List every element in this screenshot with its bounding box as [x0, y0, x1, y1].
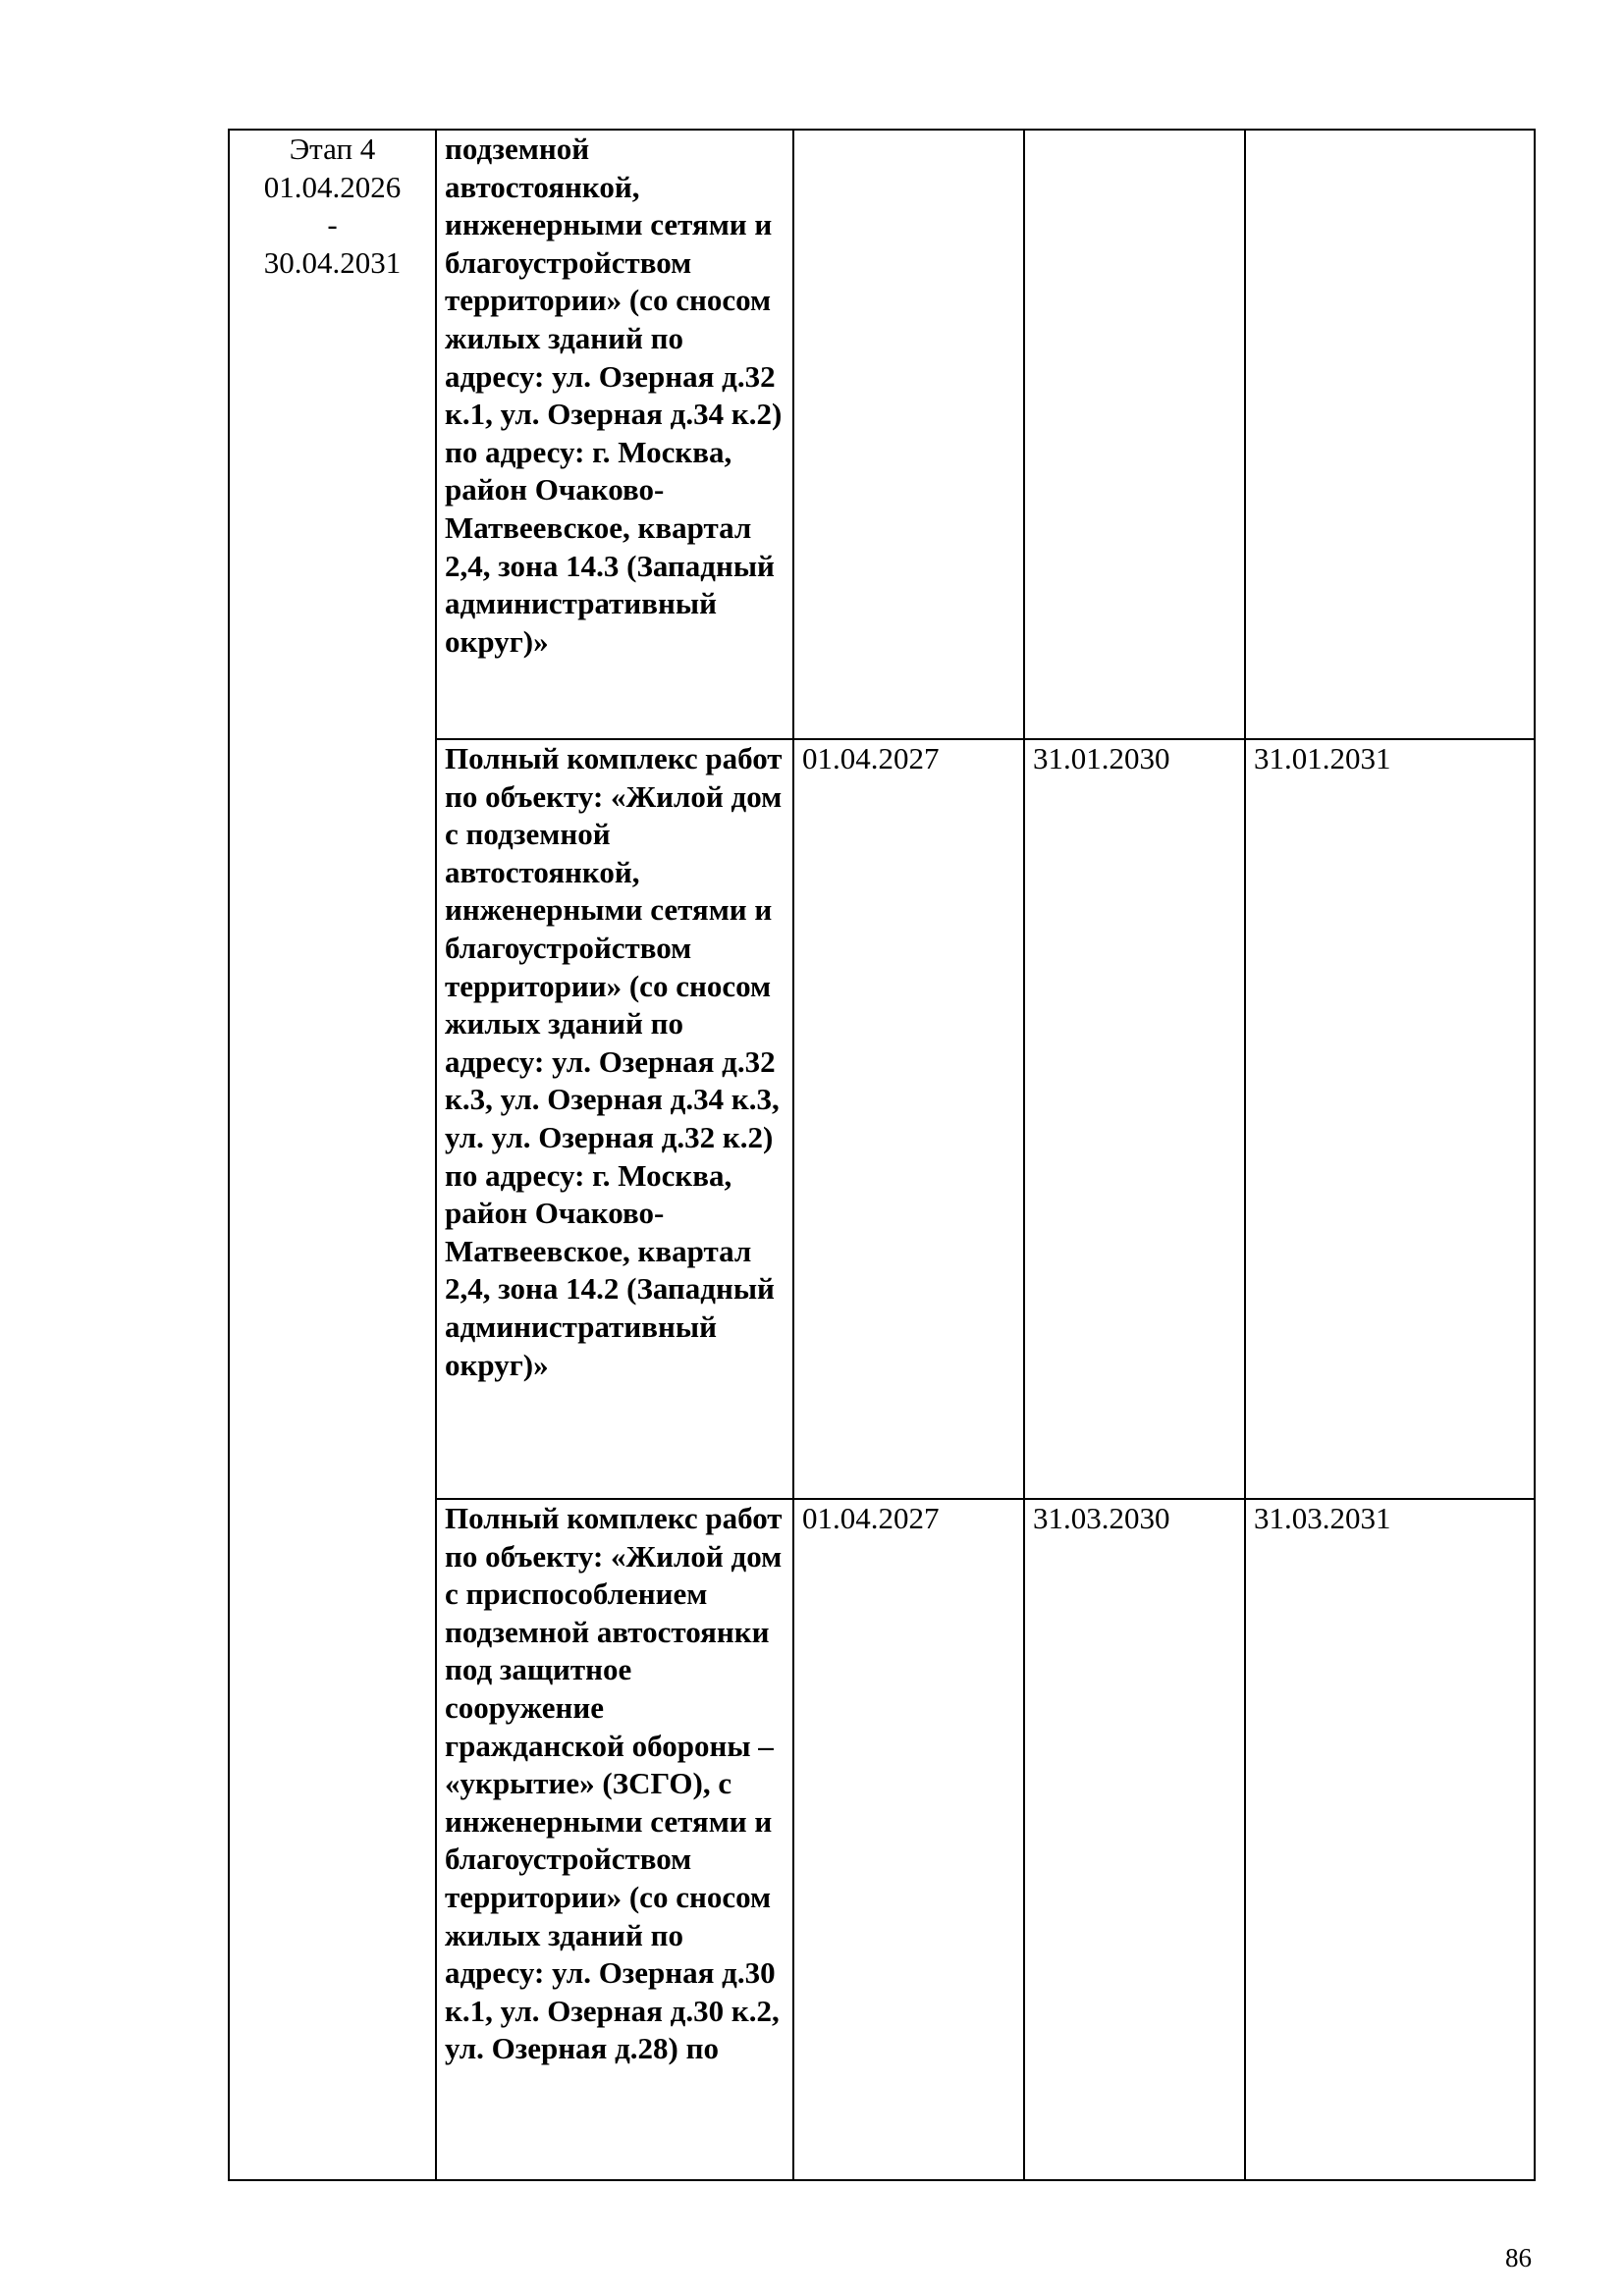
- object-description: Полный комплекс работ по объекту: «Жилой дом с приспособлением подземной автостоянки под защитное сооружение гражданской обороны – «укрытие» (ЗСГО), с инженерными сетями и благоустройством территории» (со сносом жилых зданий по адресу: ул. Озерная д.30 к.1, ул. Озерная д.30 к.2, ул. Озерная д.28) по: [436, 1499, 793, 2180]
- date-start: [793, 130, 1024, 739]
- table-row: [229, 130, 1535, 739]
- date-completion: [1024, 130, 1245, 739]
- stage-start-date: 01.04.2026: [263, 169, 402, 204]
- date-completion: 31.03.2030: [1024, 1499, 1245, 2180]
- date-start: 01.04.2027: [793, 739, 1024, 1499]
- stage-dash: -: [327, 207, 338, 242]
- stage-end-date: 30.04.2031: [263, 244, 402, 280]
- object-description: подземной автостоянкой, инженерными сетями и благоустройством территории» (со сносом жилых зданий по адресу: ул. Озерная д.32 к.1, ул. Озерная д.34 к.2) по адресу: г. Москва, район Очаково-Матвеевское, квартал 2,4, зона 14.3 (Западный административный округ)»: [436, 130, 793, 739]
- stage-label: Этап 4: [289, 132, 376, 166]
- page-number: 86: [1505, 2243, 1532, 2272]
- date-final: 31.01.2031: [1245, 739, 1535, 1499]
- schedule-table: [228, 129, 1536, 2181]
- date-final: 31.03.2031: [1245, 1499, 1535, 2180]
- object-description: Полный комплекс работ по объекту: «Жилой дом с подземной автостоянкой, инженерными сетями и благоустройством территории» (со сносом жилых зданий по адресу: ул. Озерная д.32 к.3, ул. Озерная д.34 к.3, ул. ул. Озерная д.32 к.2) по адресу: г. Москва, район Очаково-Матвеевское, квартал 2,4, зона 14.2 (Западный административный округ)»: [436, 739, 793, 1499]
- date-start: 01.04.2027: [793, 1499, 1024, 2180]
- date-completion: 31.01.2030: [1024, 739, 1245, 1499]
- stage-cell: [229, 130, 436, 2180]
- date-final: [1245, 130, 1535, 739]
